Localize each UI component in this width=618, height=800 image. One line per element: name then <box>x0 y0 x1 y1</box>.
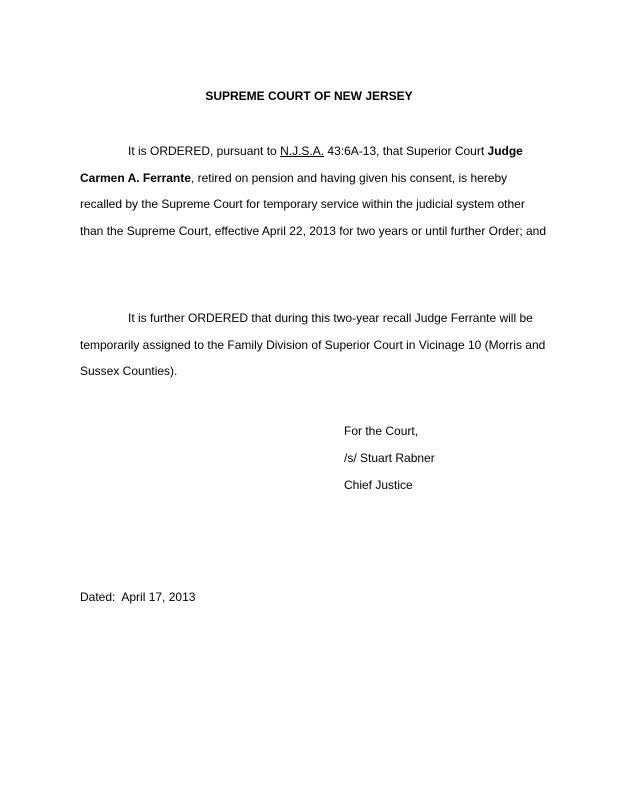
signature-line-court: For the Court, <box>344 424 419 438</box>
signature-block <box>344 418 435 499</box>
document-title: SUPREME COURT OF NEW JERSEY <box>205 89 413 103</box>
order-paragraph-2: It is further ORDERED that during this two-year recall Judge Ferrante will be temporarily assigned to the Family Division of Superior Court in Vicinage 10 (Morris and Sussex Counties). <box>80 311 546 378</box>
paragraph-1-statute-section: 43:6A-13, that Superior Court <box>324 144 488 158</box>
signature-line-title: Chief Justice <box>344 478 413 492</box>
paragraph-1-body: , retired on pension and having given his consent, is hereby recalled by the Supreme Court for temporary service within the judicial system other than the Supreme Court, effective April 22, 2013 for two years or until further Order; and <box>80 170 547 238</box>
paragraph-1-intro: It is ORDERED, pursuant to <box>128 144 281 158</box>
signature-line-name: /s/ Stuart Rabner <box>344 451 435 465</box>
dated-line: Dated: April 17, 2013 <box>80 590 196 604</box>
judge-label: Judge <box>487 144 523 158</box>
judge-name: Carmen A. Ferrante <box>80 170 191 185</box>
statute-citation: N.J.S.A. <box>280 144 325 158</box>
order-paragraph-1 <box>80 138 550 244</box>
